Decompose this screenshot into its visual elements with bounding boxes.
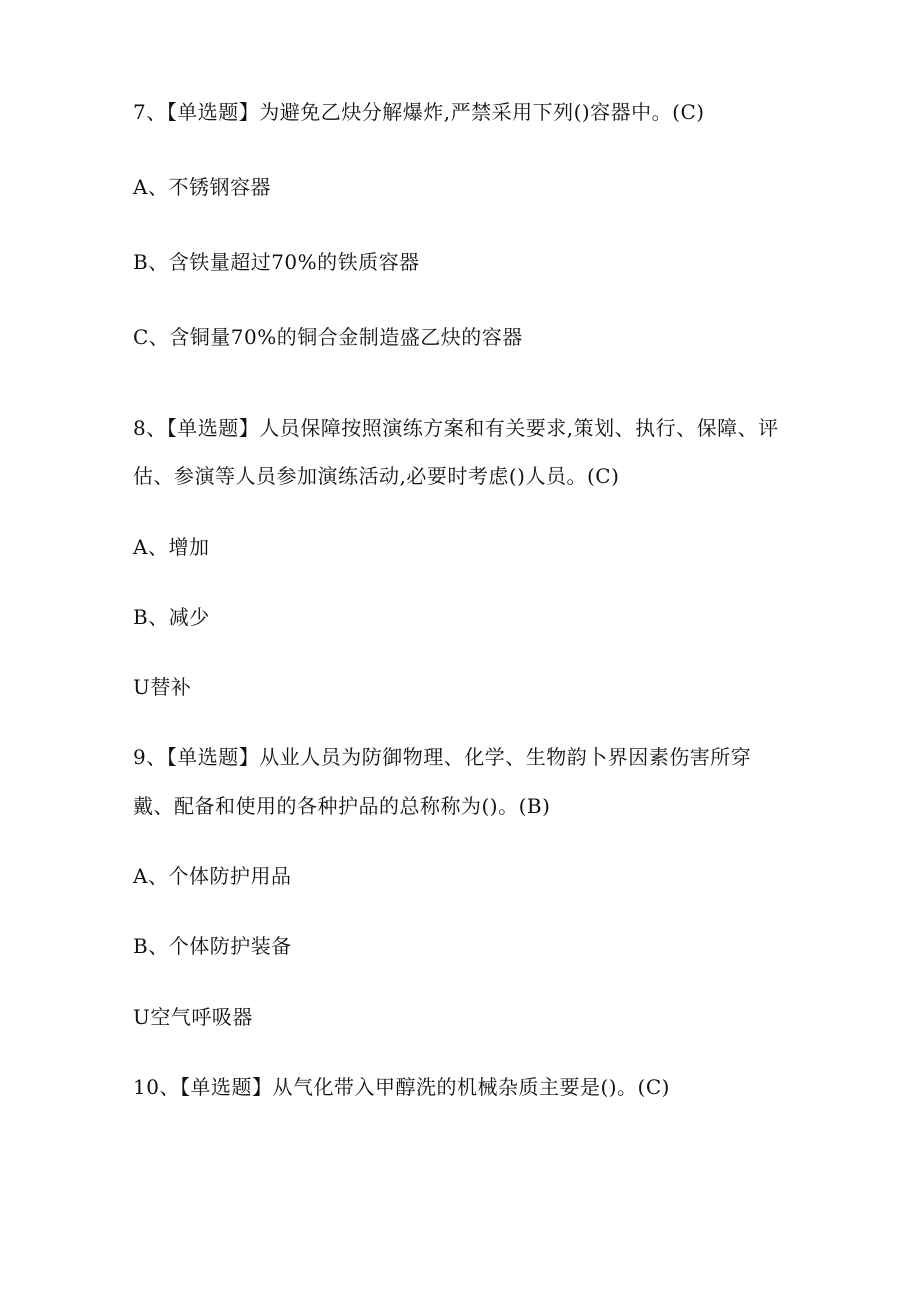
question-8-option-b: B、减少: [133, 605, 210, 629]
question-8-option-a: A、增加: [133, 535, 210, 559]
question-9-option-a: A、个体防护用品: [133, 864, 292, 888]
question-8-stem-line-1: 8、【单选题】人员保障按照演练方案和有关要求,策划、执行、保障、评: [133, 416, 779, 440]
question-7-stem: 7、【单选题】为避免乙炔分解爆炸,严禁采用下列()容器中。(C): [133, 100, 705, 124]
question-8-option-c: U替补: [133, 675, 192, 699]
question-10-stem: 10、【单选题】从气化带入甲醇洗的机械杂质主要是()。(C): [133, 1075, 670, 1099]
question-7-option-c: C、含铜量70%的铜合金制造盛乙炔的容器: [133, 325, 523, 349]
question-7-option-a: A、不锈钢容器: [133, 175, 271, 199]
question-9-option-b: B、个体防护装备: [133, 934, 292, 958]
question-9-option-c: U空气呼吸器: [133, 1005, 253, 1029]
question-7-option-b: B、含铁量超过70%的铁质容器: [133, 250, 420, 274]
question-8-stem-line-2: 估、参演等人员参加演练活动,必要时考虑()人员。(C): [133, 464, 620, 488]
question-9-stem-line-2: 戴、配备和使用的各种护品的总称称为()。(B): [133, 794, 551, 818]
question-9-stem-line-1: 9、【单选题】从业人员为防御物理、化学、生物韵卜界因素伤害所穿: [133, 745, 752, 769]
